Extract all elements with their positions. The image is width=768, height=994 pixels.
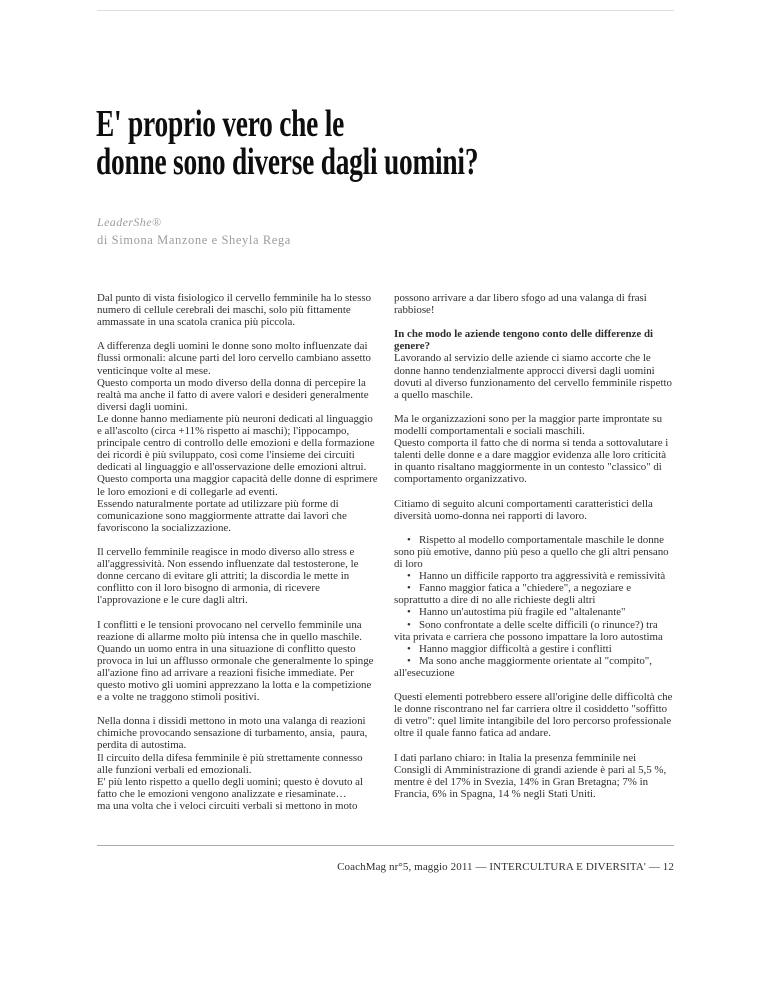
bullet-item: • Sono confrontate a delle scelte difficili (o rinunce?) tra vita privata e carriera che possono impattare la loro autostima [394, 618, 663, 643]
body-text-line: Le donne hanno mediamente più neuroni dedicati al linguaggio e all'ascolto (circa +11% rispetto ai maschi); l'ippocampo, principale centro di controllo delle emozioni e della formazione dei ricordi è più sviluppato, così come l'insieme dei circuiti dedicati al linguaggio e all'osservazione delle emozioni altrui. [97, 412, 375, 474]
bullet-item: • Hanno un'autostima più fragile ed "altalenante" [407, 606, 626, 619]
paragraph [394, 498, 675, 522]
footer-text: CoachMag nr°5, maggio 2011 — INTERCULTURA E DIVERSITA' — 12 [337, 861, 674, 873]
body-text-line: Dal punto di vista fisiologico il cervello femminile ha lo stesso numero di cellule cerebrali dei maschi, solo più fittamente ammassate in una scatola cranica più piccola. [97, 292, 372, 329]
byline [97, 215, 291, 248]
body-text-line: Questo comporta un modo diverso della donna di percepire la realtà ma anche il fatto di avere valori e desideri generalmente diversi dagli uomini. [97, 376, 369, 413]
paragraph [394, 752, 675, 800]
page-title-line-2: donne sono diverse dagli uomini? [96, 140, 479, 183]
body-text-line: ma una volta che i veloci circuiti verbali si mettono in moto [97, 799, 358, 812]
body-text-line: Questo comporta una maggior capacità delle donne di esprimere le loro emozioni e di collegarle ad eventi. [97, 473, 378, 498]
body-text-line: I conflitti e le tensioni provocano nel cervello femminile una reazione di allarme molto più intensa che in quello maschile. [97, 618, 362, 643]
bullet-item: • Fanno maggior fatica a "chiedere", a negoziare e soprattutto a dire di no alle richieste degli altri [394, 582, 632, 607]
body-text-line: possono arrivare a dar libero sfogo ad una valanga di frasi rabbiose! [394, 292, 647, 317]
paragraph [394, 292, 675, 316]
paragraph [97, 340, 378, 534]
paragraph [97, 546, 378, 606]
body-text-line: Questi elementi potrebbero essere all'origine delle difficoltà che le donne riscontrano nel far carriera oltre il cosiddetto "soffitto di vetro": quel limite intangibile del loro percorso professionale oltre il quale fanno fatica ad andare. [394, 691, 673, 740]
paragraph [97, 292, 378, 328]
body-text-line: A differenza degli uomini le donne sono molto influenzate dai flussi ormonali: alcune parti del loro cervello cambiano assetto venticinque volte al mese. [97, 340, 371, 377]
body-text-line: Citiamo di seguito alcuni comportamenti caratteristici della diversità uomo-donna nei rapporti di lavoro. [394, 497, 653, 522]
paragraph [97, 715, 378, 812]
bullet-item: • Rispetto al modello comportamentale maschile le donne sono più emotive, danno più peso a quello che gli altri pensano di loro [394, 533, 669, 571]
body-text-line: E' più lento rispetto a quello degli uomini; questo è dovuto al fatto che le emozioni vengono analizzate e riesaminate… [97, 775, 364, 800]
body-text-line: Il circuito della difesa femminile è più strettamente connesso alle funzioni verbali ed emozionali. [97, 751, 363, 776]
top-rule [97, 10, 674, 11]
paragraph [394, 413, 675, 486]
article-body [97, 292, 675, 812]
bullet-item: • Hanno un difficile rapporto tra aggressività e remissività [407, 570, 666, 583]
body-text-line: I dati parlano chiaro: in Italia la presenza femminile nei Consigli di Amministrazione di grandi aziende è pari al 5,5 %, mentre è del 17% in Svezia, 14% in Gran Bretagna; 7% in Francia, 6% in Spagna, 14 % negli Stati Uniti. [394, 751, 667, 800]
bullet-item: • Ma sono anche maggiormente orientate al "compito", all'esecuzione [394, 654, 652, 679]
paragraph [394, 328, 675, 401]
column-left [97, 292, 378, 812]
footer-rule [97, 845, 674, 846]
bullet-item: • Hanno maggior difficoltà a gestire i conflitti [407, 642, 612, 655]
byline-authors: di Simona Manzone e Sheyla Rega [97, 233, 291, 247]
paragraph [394, 534, 675, 679]
body-text-line: Quando un uomo entra in una situazione di conflitto questo provoca in lui un afflusso ormonale che generalmente lo spinge all'azione fino ad arrivare a reazioni fisiche immediate. Per questo motivo gli uomini apprezzano la lotta e la competizione e a volte ne traggono stimoli positivi. [97, 642, 374, 704]
body-text-line: Il cervello femminile reagisce in modo diverso allo stress e all'aggressività. Non essendo influenzate dal testosterone, le donne cercano di evitare gli attriti; la discordia le mette in conflitto con il loro bisogno di armonia, di ricevere l'approvazione e le cure dagli altri. [97, 545, 359, 607]
section-heading: In che modo le aziende tengono conto delle differenze di genere? [394, 328, 654, 353]
column-right [394, 292, 675, 812]
page-title [96, 103, 479, 183]
body-text-line: Questo comporta il fatto che di norma si tenda a sottovalutare i talenti delle donne e a dare maggior evidenza alle loro criticità in quanto risaltano maggiormente in un contesto "classico" di comportamento organizzativo. [394, 437, 669, 486]
byline-brand: LeaderShe® [97, 215, 162, 229]
body-text-line: Ma le organizzazioni sono per la maggior parte improntate su modelli comportamentali e sociali maschili. [394, 412, 663, 438]
body-text-line: Nella donna i dissidi mettono in moto una valanga di reazioni chimiche provocando sensazione di turbamento, ansia, paura, perdita di autostima. [97, 715, 368, 752]
paragraph [394, 691, 675, 739]
body-text-line: Lavorando al servizio delle aziende ci siamo accorte che le donne hanno tendenzialmente approcci diversi dagli uomini dovuti al diverso funzionamento del cervello femminile rispetto a quello maschile. [394, 352, 672, 401]
page-title-line-1: E' proprio vero che le [96, 103, 345, 145]
body-text-line: Essendo naturalmente portate ad utilizzare più forme di comunicazione sono maggiormente attratte dai lavori che favoriscono la socializzazione. [97, 497, 347, 534]
paragraph [97, 619, 378, 704]
